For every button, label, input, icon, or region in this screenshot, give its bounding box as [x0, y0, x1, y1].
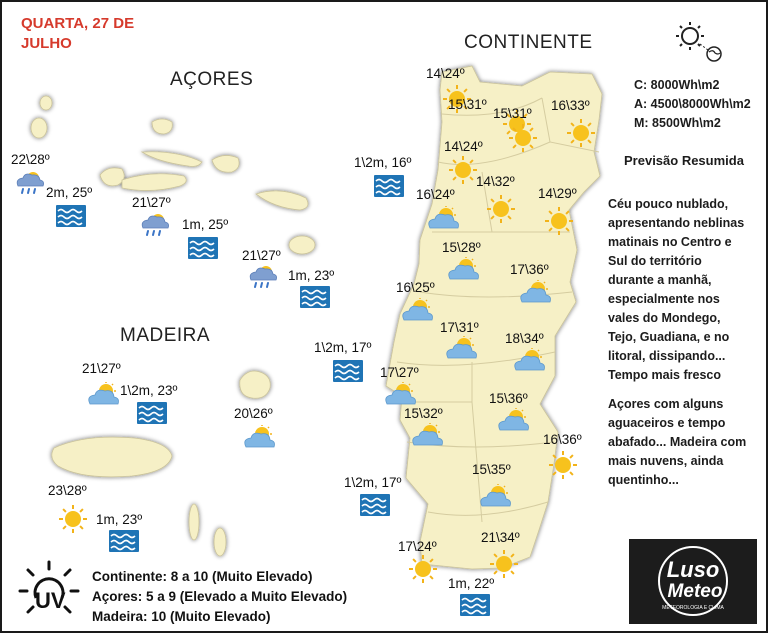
- temperature-label: 23\28º: [48, 483, 87, 498]
- sea-state-label: 1m, 23º: [288, 268, 335, 283]
- logo-tagline: METEOROLOGIA E CLIMA: [662, 605, 724, 611]
- summary-line: Sul do território: [608, 254, 702, 268]
- summary-line: aguaceiros e tempo: [608, 416, 726, 430]
- temperature-label: 15\32º: [404, 406, 443, 421]
- region-title-acores: AÇORES: [170, 69, 254, 90]
- partly-cloudy-icon: [242, 425, 276, 456]
- temperature-label: 17\24º: [398, 539, 437, 554]
- date-line-1: QUARTA, 27 DE: [21, 15, 135, 32]
- temperature-label: 18\34º: [505, 331, 544, 346]
- summary-paragraph-1: [608, 195, 744, 385]
- temperature-label: 15\36º: [489, 391, 528, 406]
- partly-cloudy-icon: [426, 206, 460, 237]
- temperature-label: 14\24º: [426, 66, 465, 81]
- rain-showers-icon: [140, 212, 170, 243]
- svg-text:UV: UV: [35, 588, 66, 613]
- partly-cloudy-icon: [410, 423, 444, 454]
- temperature-label: 15\28º: [442, 240, 481, 255]
- waves-icon: [333, 360, 363, 387]
- radiation-madeira: M: 8500Wh\m2: [634, 116, 721, 130]
- region-title-madeira: MADEIRA: [120, 325, 211, 346]
- sun-icon: [58, 504, 88, 539]
- partly-cloudy-icon: [400, 298, 434, 329]
- sea-state-label: 1\2m, 17º: [344, 475, 402, 490]
- sea-state-label: 1\2m, 16º: [354, 155, 412, 170]
- temperature-label: 16\25º: [396, 280, 435, 295]
- uv-continente: Continente: 8 a 10 (Muito Elevado): [92, 569, 313, 584]
- sun-icon: [548, 450, 578, 485]
- radiation-continente: C: 8000Wh\m2: [634, 78, 720, 92]
- temperature-label: 14\29º: [538, 186, 577, 201]
- waves-icon: [188, 237, 218, 264]
- summary-line: Céu pouco nublado,: [608, 197, 729, 211]
- summary-line: apresentando neblinas: [608, 216, 745, 230]
- temperature-label: 21\27º: [82, 361, 121, 376]
- island-graciosa: [152, 119, 172, 134]
- island-desertas: [189, 504, 199, 540]
- partly-cloudy-icon: [518, 280, 552, 311]
- lusometeo-logo: [629, 539, 757, 624]
- temperature-label: 22\28º: [11, 152, 50, 167]
- temperature-label: 15\31º: [493, 106, 532, 121]
- sea-state-label: 1m, 25º: [182, 217, 229, 232]
- waves-icon: [300, 286, 330, 313]
- island-sao-jorge: [142, 152, 202, 167]
- summary-title: Previsão Resumida: [624, 153, 744, 168]
- temperature-label: 16\36º: [543, 432, 582, 447]
- island-sao-miguel: [256, 191, 308, 210]
- sun-icon: [486, 194, 516, 229]
- temperature-label: 17\27º: [380, 365, 419, 380]
- logo-mark: [629, 539, 757, 624]
- summary-line: mais nuvens, ainda: [608, 454, 724, 468]
- sun-icon: [408, 554, 438, 589]
- region-title-continente: CONTINENTE: [464, 32, 593, 53]
- date-line-2: JULHO: [21, 35, 72, 52]
- summary-line: litoral, dissipando...: [608, 349, 726, 363]
- waves-icon: [109, 530, 139, 557]
- temperature-label: 14\32º: [476, 174, 515, 189]
- sea-state-label: 2m, 25º: [46, 185, 93, 200]
- island-madeira: [52, 437, 172, 477]
- sun-earth-icon: [670, 20, 726, 64]
- temperature-label: 16\33º: [551, 98, 590, 113]
- summary-line: matinais no Centro e: [608, 235, 732, 249]
- partly-cloudy-icon: [478, 484, 512, 515]
- temperature-label: 14\24º: [444, 139, 483, 154]
- uv-legend: [92, 567, 347, 627]
- temperature-label: 17\36º: [510, 262, 549, 277]
- partly-cloudy-icon: [512, 348, 546, 379]
- radiation-block: [634, 76, 751, 133]
- waves-icon: [374, 175, 404, 202]
- sea-state-label: 1m, 23º: [96, 512, 143, 527]
- island-flores: [40, 96, 52, 110]
- uv-acores: Açores: 5 a 9 (Elevado a Muito Elevado): [92, 589, 348, 604]
- sun-icon: [544, 206, 574, 241]
- summary-line: Tempo mais fresco: [608, 368, 722, 382]
- island-pico: [122, 174, 186, 191]
- temperature-label: 17\31º: [440, 320, 479, 335]
- island-faial: [100, 168, 124, 186]
- rain-showers-icon: [15, 170, 45, 201]
- partly-cloudy-icon: [446, 257, 480, 288]
- temperature-label: 21\27º: [132, 195, 171, 210]
- summary-line: durante a manhã,: [608, 273, 712, 287]
- island-desertas-south: [214, 528, 226, 556]
- summary-line: quentinho...: [608, 473, 679, 487]
- temperature-label: 21\34º: [481, 530, 520, 545]
- island-terceira: [212, 155, 239, 172]
- waves-icon: [360, 494, 390, 521]
- temperature-label: 20\26º: [234, 406, 273, 421]
- logo-line-2: Meteo: [667, 581, 723, 602]
- waves-icon: [460, 594, 490, 621]
- partly-cloudy-icon: [86, 382, 120, 413]
- sea-state-label: 1m, 22º: [448, 576, 495, 591]
- sun-icon: [508, 123, 538, 158]
- uv-madeira: Madeira: 10 (Muito Elevado): [92, 609, 271, 624]
- island-corvo: [31, 118, 47, 138]
- uv-icon: [16, 558, 82, 624]
- sea-state-label: 1\2m, 23º: [120, 383, 178, 398]
- summary-line: vales do Mondego,: [608, 311, 721, 325]
- summary-line: especialmente nos: [608, 292, 720, 306]
- temperature-label: 21\27º: [242, 248, 281, 263]
- summary-line: Açores com alguns: [608, 397, 724, 411]
- summary-line: abafado... Madeira com: [608, 435, 747, 449]
- temperature-label: 16\24º: [416, 187, 455, 202]
- sea-state-label: 1\2m, 17º: [314, 340, 372, 355]
- radiation-acores: A: 4500\8000Wh\m2: [634, 97, 751, 111]
- island-santa-maria: [289, 236, 315, 254]
- partly-cloudy-icon: [496, 408, 530, 439]
- summary-line: Tejo, Guadiana, e no: [608, 330, 730, 344]
- sun-icon: [448, 155, 478, 190]
- rain-showers-icon: [248, 264, 278, 295]
- waves-icon: [56, 205, 86, 232]
- summary-paragraph-2: [608, 395, 746, 490]
- waves-icon: [137, 402, 167, 429]
- temperature-label: 15\35º: [472, 462, 511, 477]
- logo-line-1: Luso: [666, 557, 720, 582]
- partly-cloudy-icon: [444, 336, 478, 367]
- sun-icon: [566, 118, 596, 153]
- temperature-label: 15\31º: [448, 97, 487, 112]
- island-porto-santo: [240, 371, 271, 398]
